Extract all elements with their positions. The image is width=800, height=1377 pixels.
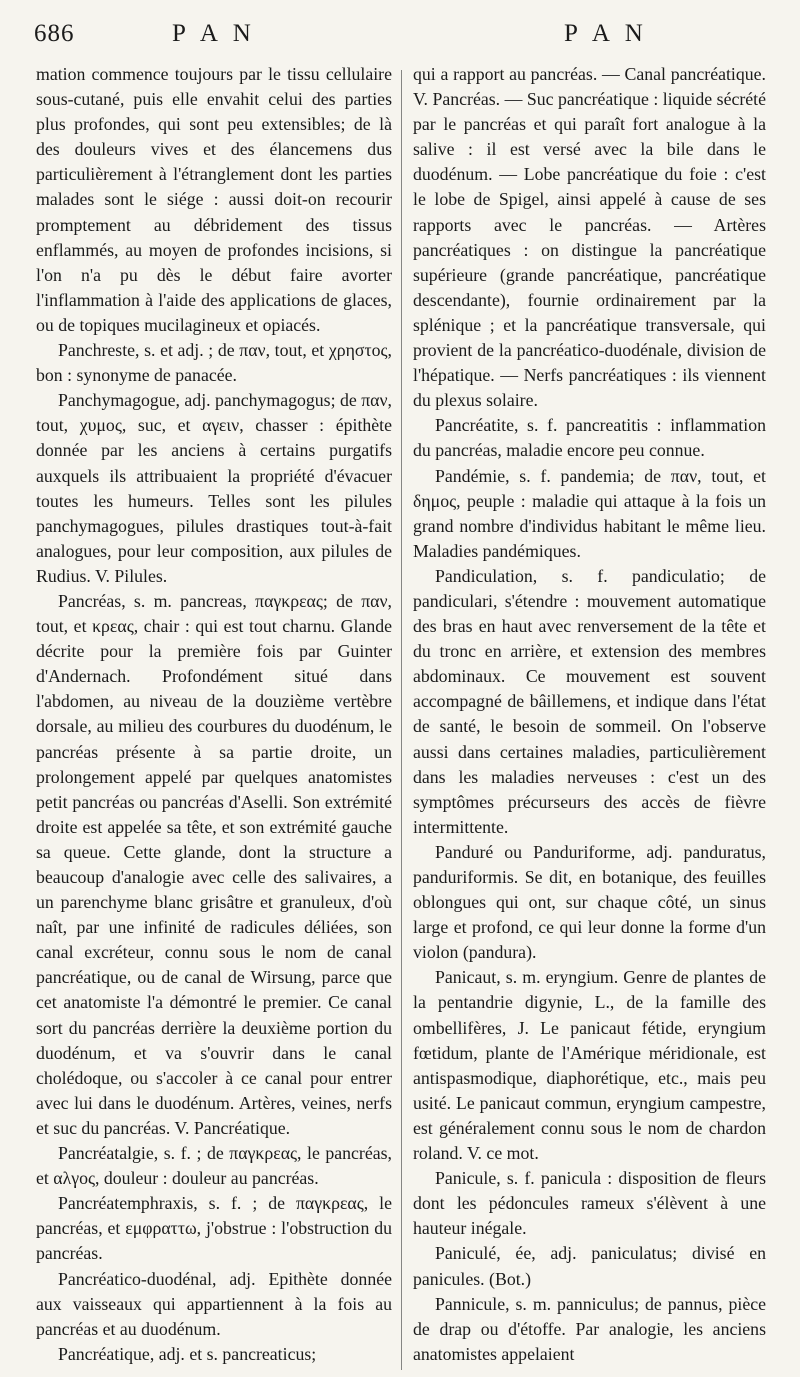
page-number: 686 [34,20,75,47]
dictionary-entry: Panicaut, s. m. eryngium. Genre de plantes de la pentandrie digynie, L., de la famille des ombellifères, J. Le panicaut fétide, eryngium fœtidum, plante de l'Amérique méridionale, est antispasmodique, diaphorétique, etc., mais peu usité. Le panicaut commun, eryngium campestre, est généralement connu sous le nom de chardon roland. V. ce mot. [413,967,766,1164]
running-head-right: P A N [564,20,648,47]
dictionary-entry: Panicule, s. f. panicula : disposition de fleurs dont les pédoncules rameux s'élèvent à une hauteur inégale. [413,1168,766,1239]
dictionary-entry: Pancréatique, adj. et s. pancreaticus; [58,1343,317,1364]
right-column [413,62,766,1367]
running-head-left: P A N [172,20,256,47]
left-column [36,62,392,1367]
dictionary-entry: Pancréatite, s. f. pancreatitis : inflammation du pancréas, maladie encore peu connue. [413,415,766,461]
dictionary-entry: Pancréas, s. m. pancreas, παγκρεας; de παν, tout, et κρεας, chair : qui est tout charnu. Glande décrite pour la première fois par Guinter d'Andernach. Profondément situé dans l'abdomen, au niveau de la douzième vertèbre dorsale, au milieu des courbures du duodénum, le pancréas présente à sa partie droite, un prolongement appelé par quelques anatomistes petit pancréas ou pancréas d'Aselli. Son extrémité droite est appelée sa tête, et son extrémité gauche sa queue. Cette glande, dont la structure a beaucoup d'analogie avec celle des salivaires, a un parenchyme blanc grisâtre et granuleux, d'où naît, par une infinité de radicules déliées, son canal excréteur, connu sous le nom de canal pancréatique, ou de canal de Wirsung, parce que cet anatomiste l'a démontré le premier. Ce canal sort du pancréas derrière la deuxième portion du duodénum, et va s'ouvrir dans le canal cholédoque, ou s'accoler à ce canal pour entrer avec lui dans le duodénum. Artères, veines, nerfs et suc du pancréas. V. Pancréatique. [36,590,392,1138]
dictionary-entry: Pannicule, s. m. panniculus; de pannus, pièce de drap ou d'étoffe. Par analogie, les anciens anatomistes appelaient [413,1293,766,1364]
dictionary-entry: Pandiculation, s. f. pandiculatio; de pandiculari, s'étendre : mouvement automatique des bras en haut avec renversement de la tête et du tronc en arrière, et extension des membres abdominaux. Ce mouvement est souvent accompagné de bâillemens, et indique dans l'état de santé, le besoin de sommeil. On l'observe aussi dans certaines maladies, particulièrement dans les maladies nerveuses : c'est un des symptômes précurseurs des accès de fièvre intermittente. [413,565,766,837]
dictionary-entry: Pancréatico-duodénal, adj. Epithète donnée aux vaisseaux qui appartiennent à la fois au pancréas et au duodénum. [36,1268,392,1339]
dictionary-entry: Panchymagogue, adj. panchymagogus; de παν, tout, χυμος, suc, et αγειν, chasser : épithète donnée par les anciens à certains purgatifs auxquels ils attribuaient la propriété d'évacuer toutes les humeurs. Telles sont les pilules panchymagogues, pilules drastiques tout-à-fait analogues, pour leur composition, aux pilules de Rudius. V. Pilules. [36,390,392,586]
dictionary-entry: Pancréatemphraxis, s. f. ; de παγκρεας, le pancréas, et εμφραττω, j'obstrue : l'obstruction du pancréas. [36,1193,392,1264]
paragraph: qui a rapport au pancréas. — Canal pancréatique. V. Pancréas. — Suc pancréatique : liquide sécrété par le pancréas et qui paraît fort analogue à la salive : il est versé avec la bile dans le duodénum. — Lobe pancréatique du foie : c'est le lobe de Spigel, ainsi appelé à cause de ses rapports avec le pancréas. — Artères pancréatiques : on distingue la pancréatique supérieure (grande pancréatique, pancréatique descendante), fournie ordinairement par la splénique ; et la pancréatique transversale, qui provient de la pancréatico-duodénale, division de l'hépatique. — Nerfs pancréatiques : ils viennent du plexus solaire. [413,64,766,411]
paragraph: mation commence toujours par le tissu cellulaire sous-cutané, puis elle envahit celui des parties plus profondes, qui sont peu extensibles; de là des douleurs vives et des élancemens dus particulièrement à l'étranglement dont les parties malades sont le siége : aussi doit-on recourir promptement au débridement des tissus enflammés, au moyen de profondes incisions, si l'on n'a pu dès le début faire avorter l'inflammation à l'aide des applications de glaces, ou de topiques mucilagineux et opiacés. [36,64,392,335]
dictionary-entry: Pandémie, s. f. pandemia; de παν, tout, et δημος, peuple : maladie qui attaque à la fois un grand nombre d'individus habitant le même lieu. Maladies pandémiques. [413,465,766,561]
dictionary-entry: Paniculé, ée, adj. paniculatus; divisé en panicules. (Bot.) [413,1243,766,1289]
page-header [0,20,800,64]
dictionary-entry: Pancréatalgie, s. f. ; de παγκρεας, le pancréas, et αλγος, douleur : douleur au pancréas. [36,1143,392,1189]
dictionary-entry: Panduré ou Panduriforme, adj. panduratus, panduriformis. Se dit, en botanique, des feuilles oblongues qui ont, sur chaque côté, un sinus large et profond, ce qui leur donne la forme d'un violon (pandura). [413,841,766,963]
dictionary-entry: Panchreste, s. et adj. ; de παν, tout, et χρηστος, bon : synonyme de panacée. [36,340,392,386]
column-divider [401,70,402,1370]
